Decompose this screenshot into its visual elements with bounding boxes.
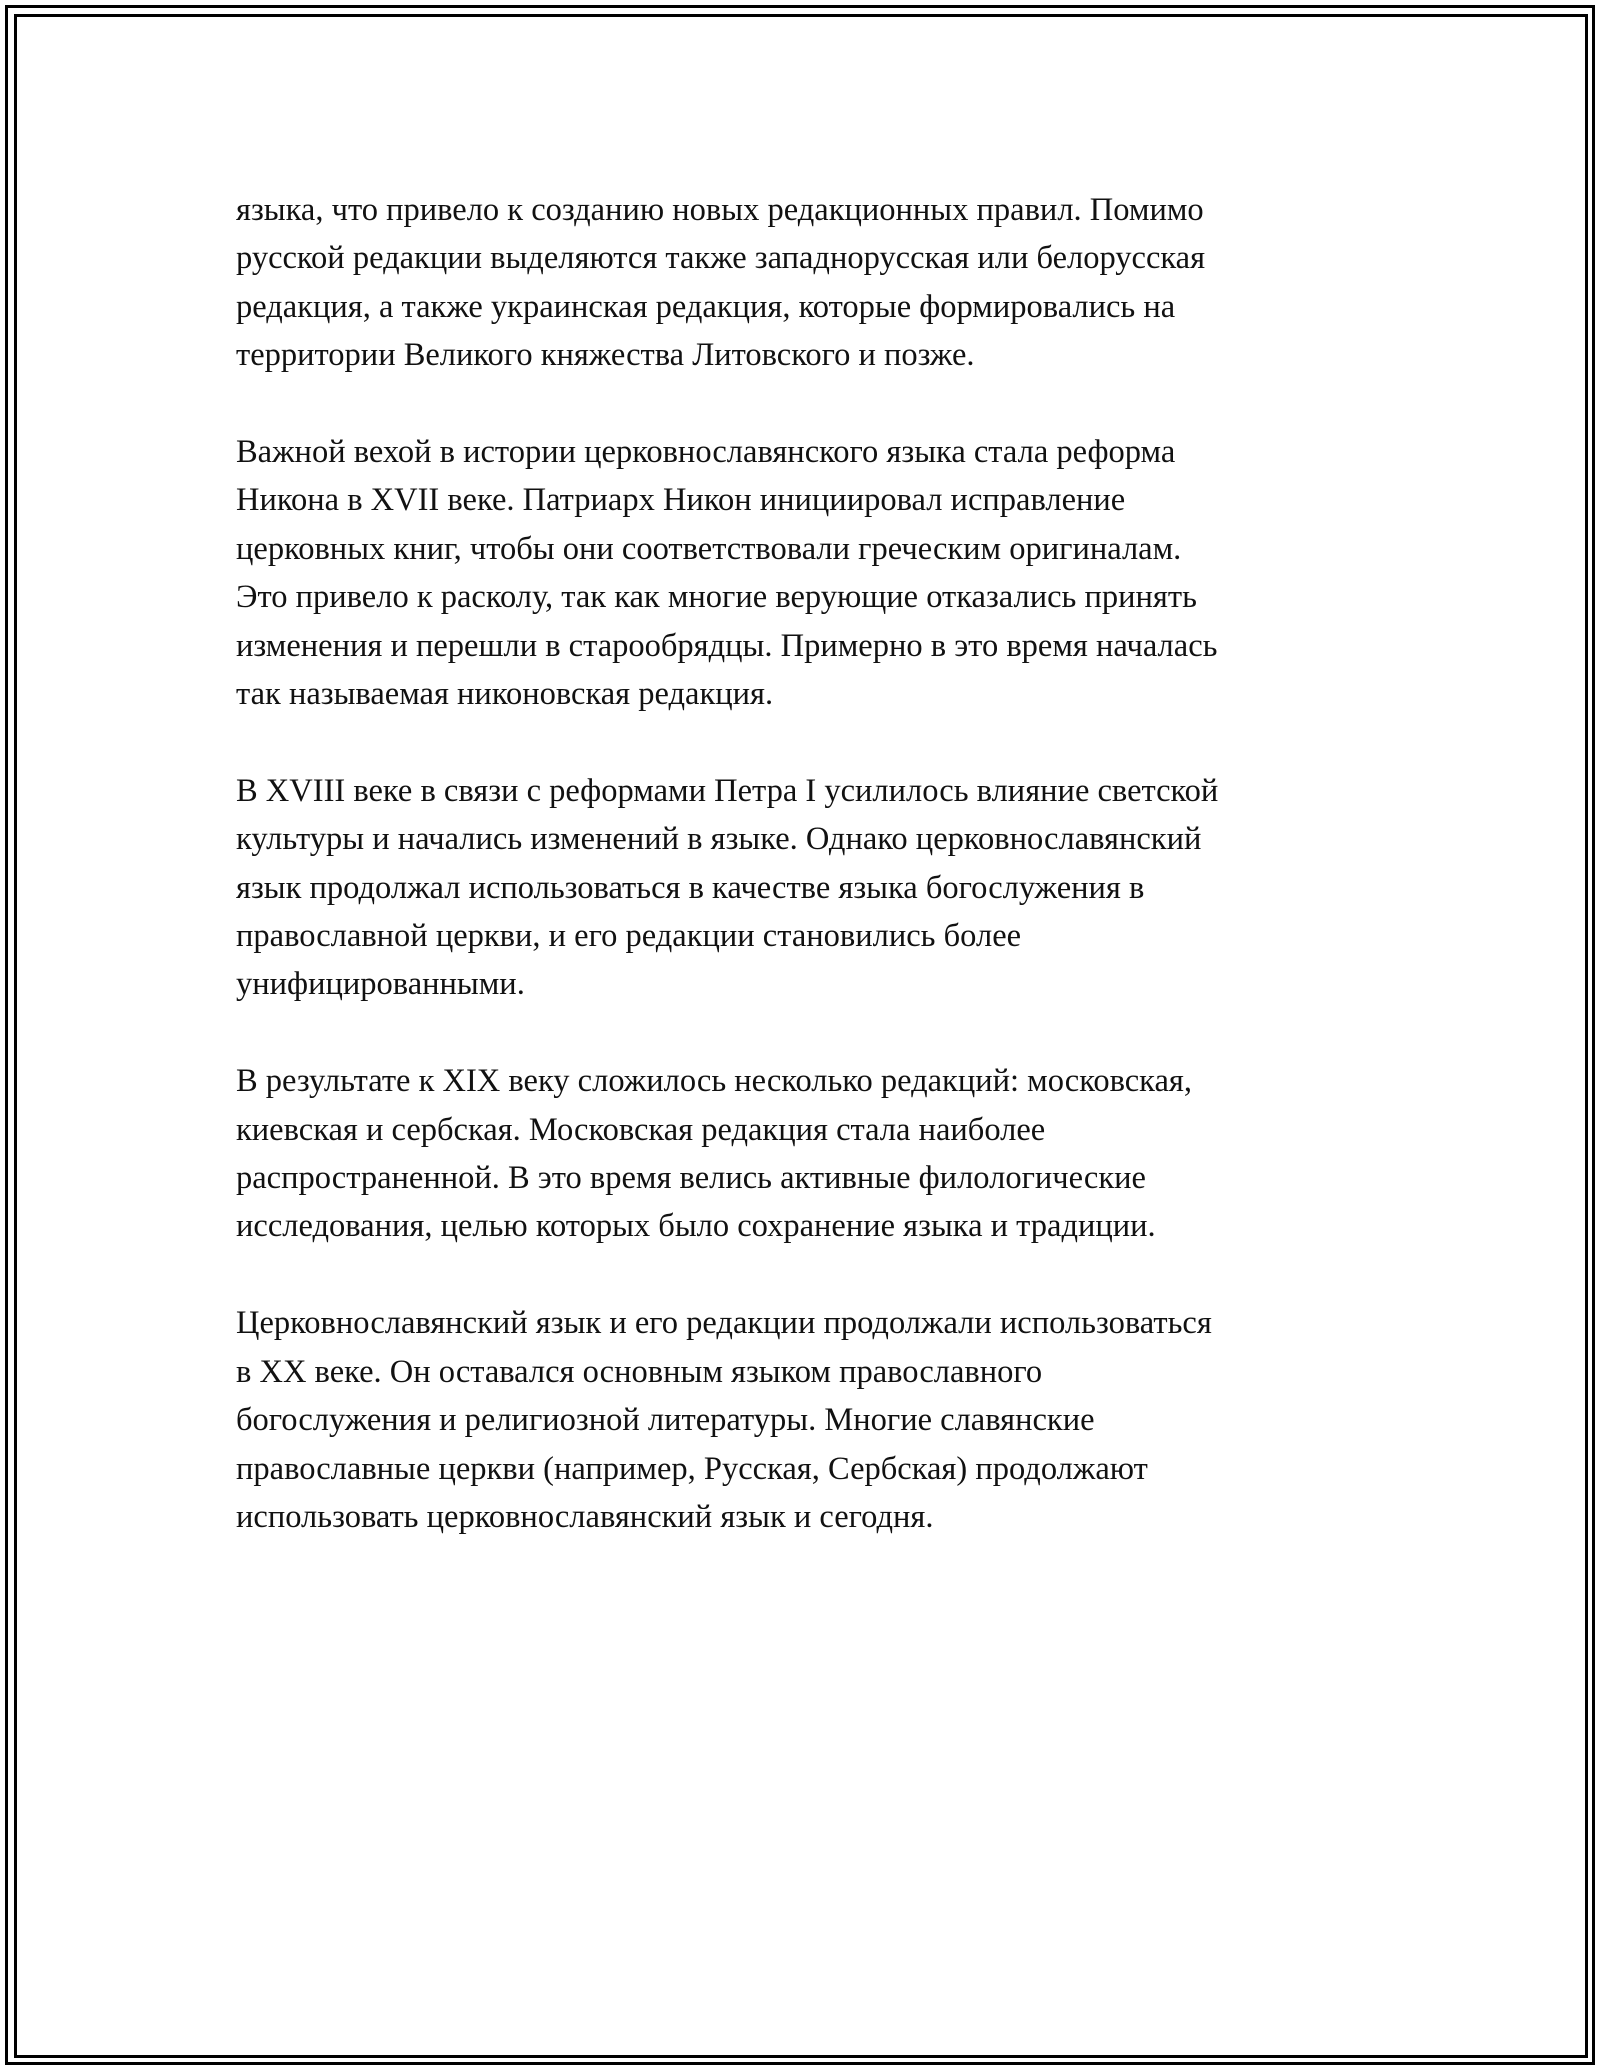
text-line: Никона в XVII веке. Патриарх Никон инициировал исправление: [236, 482, 1126, 519]
text-line: унифицированными.: [236, 966, 525, 1003]
text-line: богослужения и религиозной литературы. Многие славянские: [236, 1402, 1095, 1439]
text-line: Церковнославянский язык и его редакции продолжали использоваться: [236, 1305, 1212, 1342]
paragraph-nikon-reform: [236, 428, 1366, 718]
text-line: так называемая никоновская редакция.: [236, 676, 774, 713]
text-line: языка, что привело к созданию новых редакционных правил. Помимо: [236, 192, 1204, 228]
paragraph-nineteenth-century: [236, 1057, 1366, 1251]
text-line: использовать церковнославянский язык и сегодня.: [236, 1498, 934, 1535]
text-line: язык продолжал использоваться в качестве языка богослужения в: [236, 869, 1145, 906]
text-line: Важной вехой в истории церковнославянского языка стала реформа: [236, 434, 1176, 471]
text-line: культуры и начались изменений в языке. Однако церковнославянский: [236, 821, 1202, 858]
text-line: Это привело к расколу, так как многие верующие отказались принять: [236, 579, 1197, 616]
text-line: в XX веке. Он оставался основным языком православного: [236, 1353, 1043, 1390]
text-line: православные церкви (например, Русская, Сербская) продолжают: [236, 1450, 1148, 1487]
text-line: киевская и сербская. Московская редакция стала наиболее: [236, 1111, 1046, 1148]
paragraph-twentieth-century: [236, 1299, 1366, 1541]
paragraph-eighteenth-century: [236, 767, 1366, 1009]
text-line: В результате к XIX веку сложилось несколько редакций: московская,: [236, 1063, 1192, 1100]
paragraph-redactions: [236, 186, 1366, 380]
text-line: территории Великого княжества Литовского и позже.: [236, 337, 975, 374]
text-line: распространенной. В это время велись активные филологические: [236, 1160, 1146, 1197]
text-line: русской редакции выделяются также западнорусская или белорусская: [236, 240, 1206, 277]
text-line: изменения и перешли в старообрядцы. Примерно в это время началась: [236, 627, 1218, 664]
text-line: редакция, а также украинская редакция, которые формировались на: [236, 288, 1176, 325]
document-body: [236, 186, 1366, 1590]
text-line: православной церкви, и его редакции становились более: [236, 918, 1022, 955]
text-line: церковных книг, чтобы они соответствовали греческим оригиналам.: [236, 530, 1182, 567]
text-line: В XVIII веке в связи с реформами Петра I усилилось влияние светской: [236, 772, 1219, 809]
text-line: исследования, целью которых было сохранение языка и традиции.: [236, 1208, 1156, 1245]
